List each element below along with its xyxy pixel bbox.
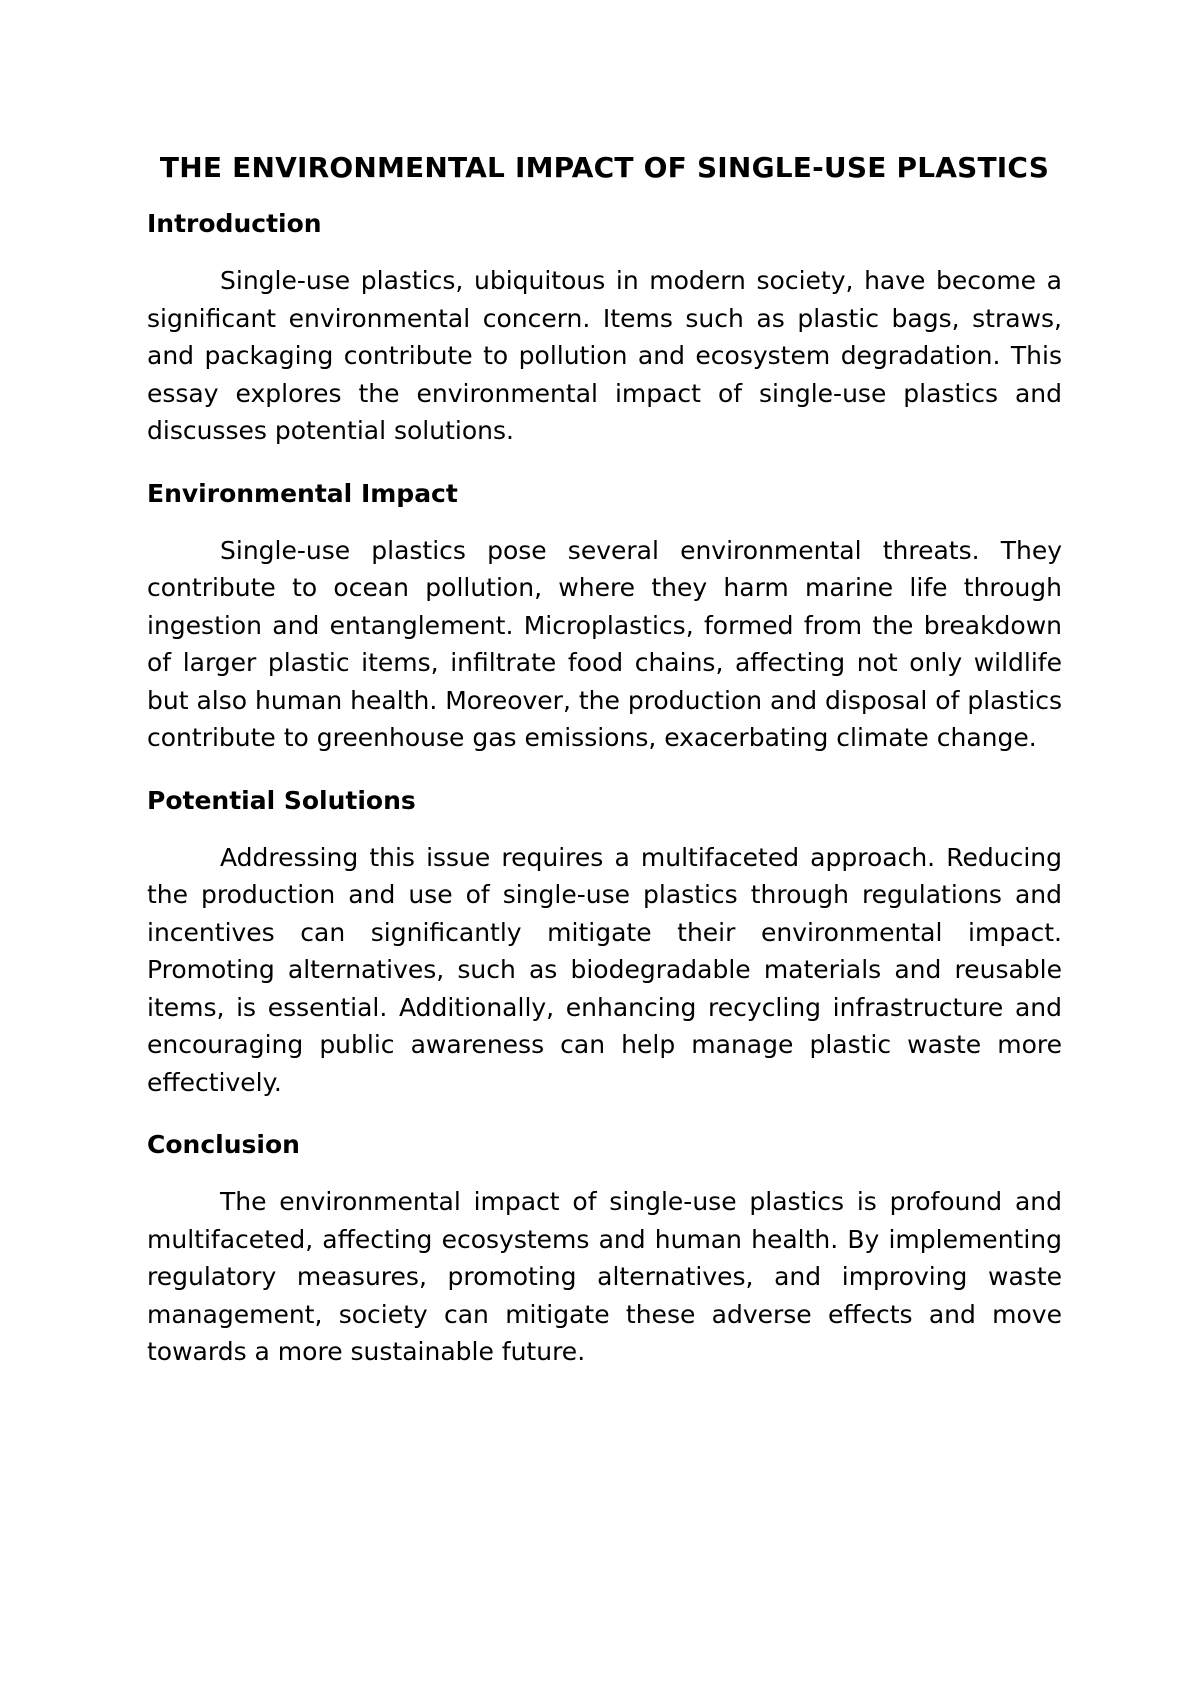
- document-title: THE ENVIRONMENTAL IMPACT OF SINGLE-USE PLASTICS: [159, 151, 1050, 184]
- section-body-introduction: Single-use plastics, ubiquitous in modern society, have become a significant environmental concern. Items such as plastic bags, straws, and packaging contribute to pollution and ecosystem degradation. This essay explores the environmental impact of single-use plastics and discusses potential solutions.: [147, 266, 1062, 445]
- document-content: [147, 148, 1062, 1397]
- section-heading-conclusion: Conclusion: [147, 1130, 300, 1159]
- section-heading-introduction: Introduction: [147, 209, 322, 238]
- section-heading-potential-solutions: Potential Solutions: [147, 785, 416, 815]
- section-body-potential-solutions: Addressing this issue requires a multifaceted approach. Reducing the production and use of single-use plastics through regulations and incentives can significantly mitigate their environmental impact. Promoting alternatives, such as biodegradable materials and reusable items, is essential. Additionally, enhancing recycling infrastructure and encouraging public awareness can help manage plastic waste more effectively.: [147, 842, 1062, 1097]
- section-body-conclusion: The environmental impact of single-use plastics is profound and multifaceted, affecting ecosystems and human health. By implementing regulatory measures, promoting alternatives, and improving waste management, society can mitigate these adverse effects and move towards a more sustainable future.: [147, 1187, 1062, 1366]
- section-heading-environmental-impact: Environmental Impact: [147, 478, 458, 508]
- section-body-environmental-impact: Single-use plastics pose several environmental threats. They contribute to ocean pollution, where they harm marine life through ingestion and entanglement. Microplastics, formed from the breakdown of larger plastic items, infiltrate food chains, affecting not only wildlife but also human health. Moreover, the production and disposal of plastics contribute to greenhouse gas emissions, exacerbating climate change.: [147, 535, 1062, 752]
